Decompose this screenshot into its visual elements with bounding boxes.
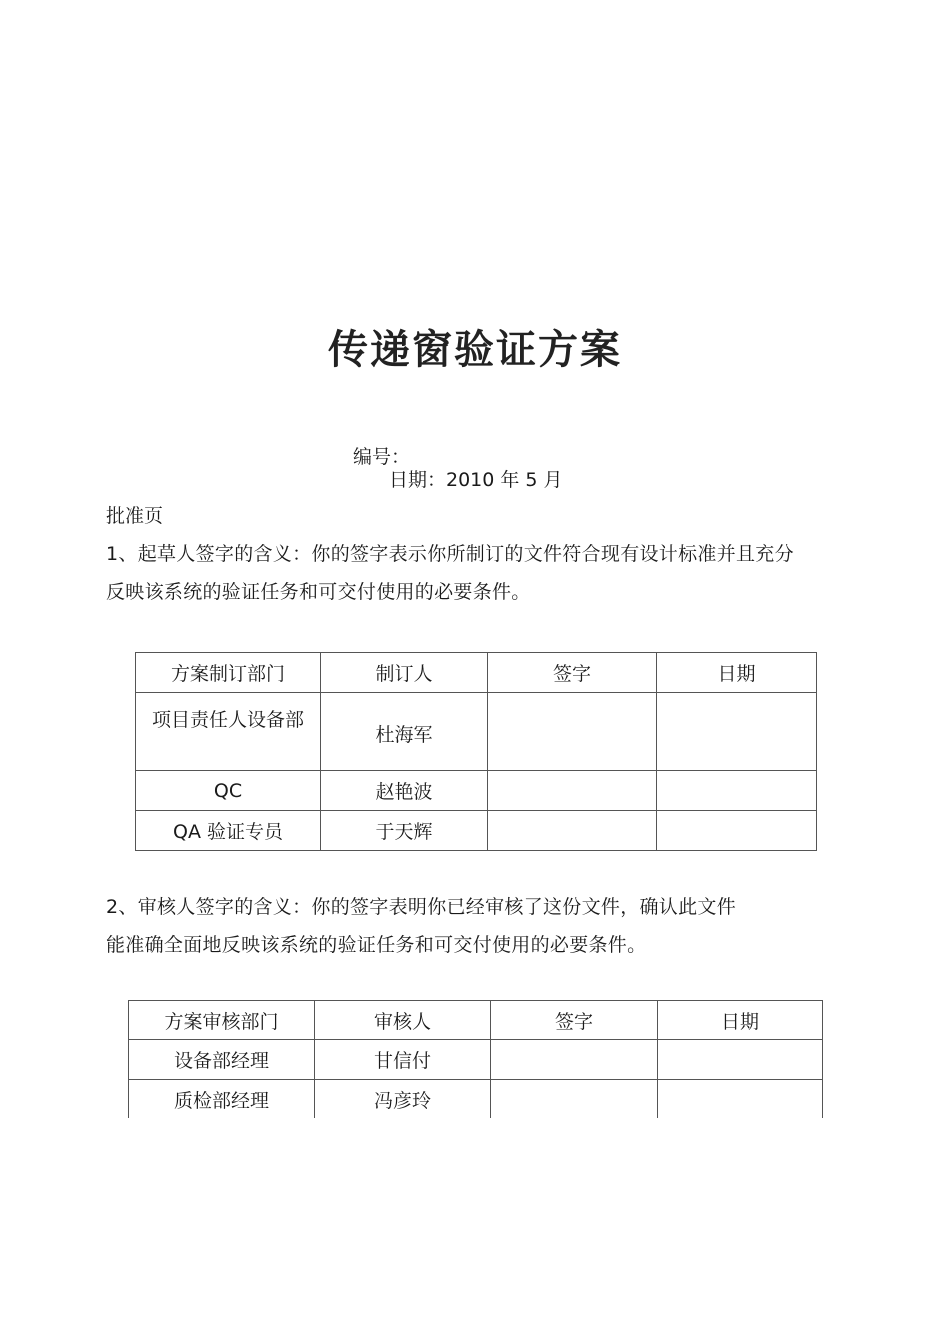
table-row (129, 1040, 823, 1080)
person-cell: 冯彦玲 (315, 1080, 491, 1118)
section2-text-line1: 2、审核人签字的含义：你的签字表明你已经审核了这份文件，确认此文件 (106, 896, 736, 918)
table-row (136, 693, 817, 771)
department-cell: 设备部经理 (129, 1040, 315, 1080)
section1-text-line2: 反映该系统的验证任务和可交付使用的必要条件。 (106, 581, 531, 603)
signature-cell[interactable] (488, 771, 657, 811)
document-number-label: 编号： (353, 446, 411, 468)
signature-cell[interactable] (491, 1080, 658, 1118)
department-cell: 质检部经理 (129, 1080, 315, 1118)
header-cell-signature: 签字 (488, 653, 657, 693)
date-cell[interactable] (657, 811, 817, 851)
section2-text-line2: 能准确全面地反映该系统的验证任务和可交付使用的必要条件。 (106, 934, 647, 956)
person-cell: 于天辉 (321, 811, 488, 851)
signature-cell[interactable] (491, 1040, 658, 1080)
header-cell-date: 日期 (658, 1001, 823, 1040)
document-title: 传递窗验证方案 (328, 327, 622, 373)
signature-cell[interactable] (488, 693, 657, 771)
document-date: 日期：2010 年 5 月 (389, 469, 563, 491)
person-cell: 甘信付 (315, 1040, 491, 1080)
section1-text-line1: 1、起草人签字的含义：你的签字表示你所制订的文件符合现有设计标准并且充分 (106, 543, 794, 565)
table-row (129, 1080, 823, 1118)
table-row (136, 771, 817, 811)
header-cell-reviewer: 审核人 (315, 1001, 491, 1040)
header-cell-signature: 签字 (491, 1001, 658, 1040)
date-cell[interactable] (658, 1080, 823, 1118)
drafter-signature-table (135, 652, 817, 851)
table-row (136, 811, 817, 851)
date-cell[interactable] (657, 771, 817, 811)
header-cell-department: 方案审核部门 (129, 1001, 315, 1040)
signature-cell[interactable] (488, 811, 657, 851)
header-cell-date: 日期 (657, 653, 817, 693)
reviewer-signature-table (128, 1000, 823, 1118)
person-cell: 杜海军 (321, 693, 488, 771)
person-cell: 赵艳波 (321, 771, 488, 811)
table-header-row (129, 1001, 823, 1040)
table-header-row (136, 653, 817, 693)
date-cell[interactable] (658, 1040, 823, 1080)
approval-page-label: 批准页 (106, 505, 164, 527)
department-cell: QC (136, 771, 321, 811)
date-cell[interactable] (657, 693, 817, 771)
header-cell-department: 方案制订部门 (136, 653, 321, 693)
department-cell: QA 验证专员 (136, 811, 321, 851)
header-cell-drafter: 制订人 (321, 653, 488, 693)
department-cell: 项目责任人设备部 (136, 693, 321, 771)
